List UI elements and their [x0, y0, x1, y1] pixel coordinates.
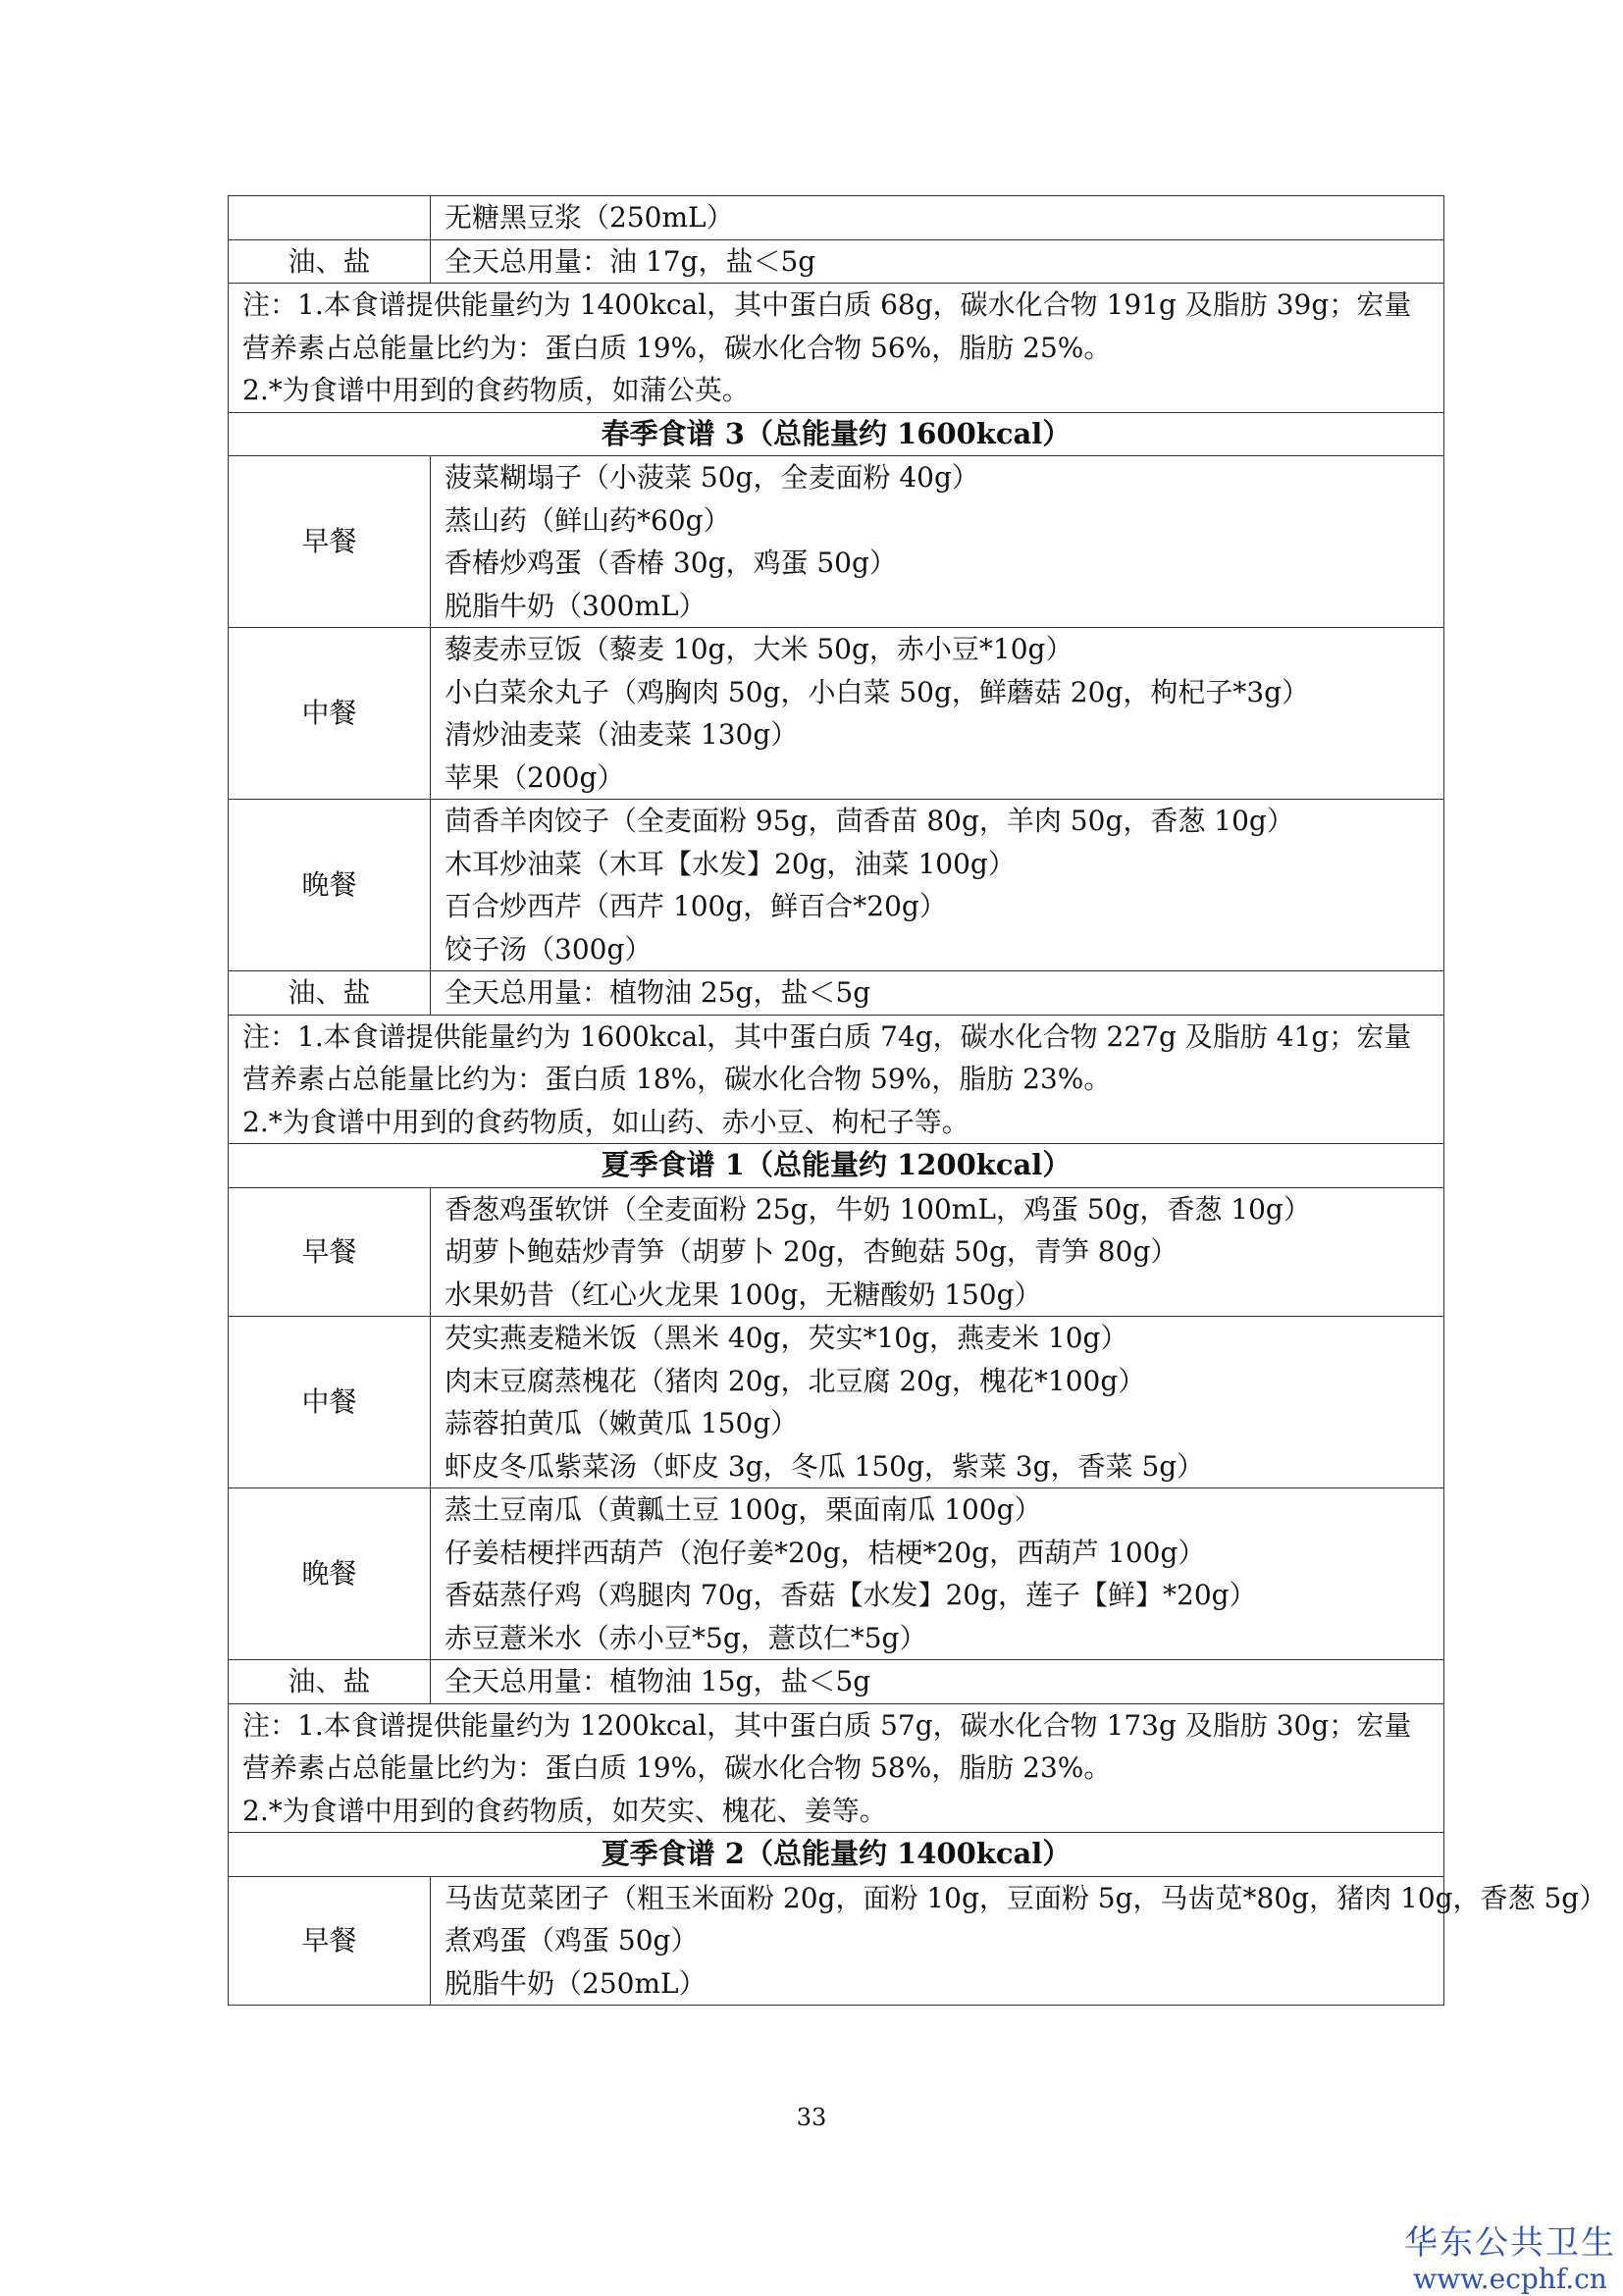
meal-label: 油、盐: [229, 1660, 431, 1704]
dish-item: 水果奶昔（红心火龙果 100g，无糖酸奶 150g）: [445, 1278, 1042, 1311]
dish-item: 茴香羊肉饺子（全麦面粉 95g，茴香苗 80g，羊肉 50g，香葱 10g）: [445, 805, 1294, 837]
meal-items: [431, 1488, 1444, 1660]
notes-row: [229, 284, 1444, 413]
watermark-name: 华东公共卫生: [1404, 2223, 1616, 2263]
recipe-notes: [229, 1703, 1444, 1833]
dish-item: 清炒油麦菜（油麦菜 130g）: [445, 718, 799, 751]
dish-item: 小白菜氽丸子（鸡胸肉 50g，小白菜 50g，鲜蘑菇 20g，枸杞子*3g）: [445, 675, 1310, 708]
oil-salt-row: [229, 971, 1444, 1016]
recipe-notes: [229, 284, 1444, 413]
recipe-title: 春季食谱 3（总能量约 1600kcal）: [229, 412, 1444, 456]
dish-item: 全天总用量：植物油 15g，盐＜5g: [445, 1665, 871, 1697]
recipe-title: 夏季食谱 1（总能量约 1200kcal）: [229, 1144, 1444, 1188]
meal-label: 晚餐: [229, 800, 431, 971]
meal-items: [431, 456, 1444, 628]
meal-items: [431, 196, 1444, 240]
meal-row: [229, 1187, 1444, 1317]
dish-item: 脱脂牛奶（250mL）: [445, 1966, 707, 2000]
meal-row: [229, 1876, 1444, 2006]
dish-item: 蒸土豆南瓜（黄瓤土豆 100g，栗面南瓜 100g）: [445, 1493, 1042, 1526]
recipe-table: [228, 195, 1607, 2006]
section-title-row: [229, 412, 1444, 456]
dish-item: 煮鸡蛋（鸡蛋 50g）: [445, 1924, 699, 1957]
meal-items: [431, 800, 1444, 971]
dish-item: 苹果（200g）: [445, 760, 625, 794]
meal-items: [431, 239, 1444, 284]
meal-items: [431, 1876, 1607, 2006]
meal-label: 早餐: [229, 1187, 431, 1317]
note-line: 2.*为食谱中用到的食药物质，如山药、赤小豆、枸杞子等。: [242, 1105, 969, 1138]
dish-item: 虾皮冬瓜紫菜汤（虾皮 3g，冬瓜 150g，紫菜 3g，香菜 5g）: [445, 1449, 1205, 1483]
note-line: 注：1.本食谱提供能量约为 1200kcal，其中蛋白质 57g，碳水化合物 173g 及脂肪 30g；宏量营养素占总能量比约为：蛋白质 19%，碳水化合物 58%，脂肪 23%。: [242, 1708, 1412, 1784]
section-title-row: [229, 1144, 1444, 1188]
dish-item: 饺子汤（300g）: [445, 932, 653, 965]
dish-item: 马齿苋菜团子（粗玉米面粉 20g，面粉 10g，豆面粉 5g，马齿苋*80g，猪肉 10g，香葱 5g）: [445, 1881, 1607, 1914]
meal-row: [229, 196, 1444, 240]
dish-item: 赤豆薏米水（赤小豆*5g，薏苡仁*5g）: [445, 1621, 927, 1654]
dish-item: 全天总用量：植物油 25g，盐＜5g: [445, 976, 871, 1009]
notes-row: [229, 1015, 1444, 1144]
meal-items: [431, 1660, 1444, 1704]
meal-row: [229, 456, 1444, 628]
dish-item: 仔姜桔梗拌西葫芦（泡仔姜*20g，桔梗*20g，西葫芦 100g）: [445, 1536, 1206, 1569]
meal-label: 油、盐: [229, 239, 431, 284]
note-line: 注：1.本食谱提供能量约为 1600kcal，其中蛋白质 74g，碳水化合物 227g 及脂肪 41g；宏量营养素占总能量比约为：蛋白质 18%，碳水化合物 59%，脂肪 23%。: [242, 1019, 1412, 1095]
meal-items: [431, 1317, 1444, 1488]
meal-row: [229, 1488, 1444, 1660]
notes-row: [229, 1703, 1444, 1833]
dish-item: 香菇蒸仔鸡（鸡腿肉 70g，香菇【水发】20g，莲子【鲜】*20g）: [445, 1579, 1257, 1611]
dish-item: 无糖黑豆浆（250mL）: [445, 201, 734, 234]
meal-label: 早餐: [229, 456, 431, 628]
meal-label: [229, 196, 431, 240]
oil-salt-row: [229, 239, 1444, 284]
section-title-row: [229, 1833, 1444, 1877]
meal-items: [431, 1187, 1444, 1317]
dish-item: 脱脂牛奶（300mL）: [445, 589, 707, 622]
oil-salt-row: [229, 1660, 1444, 1704]
dish-item: 藜麦赤豆饭（藜麦 10g，大米 50g，赤小豆*10g）: [445, 633, 1073, 665]
dish-item: 菠菜糊塌子（小菠菜 50g，全麦面粉 40g）: [445, 461, 979, 494]
dish-item: 肉末豆腐蒸槐花（猪肉 20g，北豆腐 20g，槐花*100g）: [445, 1364, 1146, 1397]
dish-item: 香葱鸡蛋软饼（全麦面粉 25g，牛奶 100mL，鸡蛋 50g，香葱 10g）: [445, 1192, 1311, 1226]
recipe-title: 夏季食谱 2（总能量约 1400kcal）: [229, 1833, 1444, 1877]
dish-item: 芡实燕麦糙米饭（黑米 40g，芡实*10g，燕麦米 10g）: [445, 1322, 1128, 1354]
dish-item: 全天总用量：油 17g，盐＜5g: [445, 244, 816, 278]
meal-label: 早餐: [229, 1876, 431, 2006]
note-line: 2.*为食谱中用到的食药物质，如蒲公英。: [242, 374, 750, 406]
dish-item: 百合炒西芹（西芹 100g，鲜百合*20g）: [445, 890, 947, 922]
dish-item: 胡萝卜鲍菇炒青笋（胡萝卜 20g，杏鲍菇 50g，青笋 80g）: [445, 1235, 1178, 1268]
page-number: 33: [796, 2104, 827, 2131]
meal-label: 油、盐: [229, 971, 431, 1016]
meal-items: [431, 628, 1444, 800]
dish-item: 蒜蓉拍黄瓜（嫩黄瓜 150g）: [445, 1407, 799, 1439]
note-line: 2.*为食谱中用到的食药物质，如芡实、槐花、姜等。: [242, 1794, 887, 1827]
dish-item: 蒸山药（鲜山药*60g）: [445, 503, 731, 537]
meal-row: [229, 628, 1444, 800]
watermark: [1397, 2223, 1623, 2296]
meal-row: [229, 800, 1444, 971]
note-line: 注：1.本食谱提供能量约为 1400kcal，其中蛋白质 68g，碳水化合物 191g 及脂肪 39g；宏量营养素占总能量比约为：蛋白质 19%，碳水化合物 56%，脂肪 25%。: [242, 288, 1412, 364]
dish-item: 木耳炒油菜（木耳【水发】20g，油菜 100g）: [445, 847, 1016, 880]
meal-row: [229, 1317, 1444, 1488]
watermark-url: www.ecphf.cn: [1413, 2263, 1607, 2295]
meal-label: 中餐: [229, 1317, 431, 1488]
meal-label: 中餐: [229, 628, 431, 800]
meal-items: [431, 971, 1444, 1016]
meal-label: 晚餐: [229, 1488, 431, 1660]
recipe-notes: [229, 1015, 1444, 1144]
dish-item: 香椿炒鸡蛋（香椿 30g，鸡蛋 50g）: [445, 547, 897, 579]
